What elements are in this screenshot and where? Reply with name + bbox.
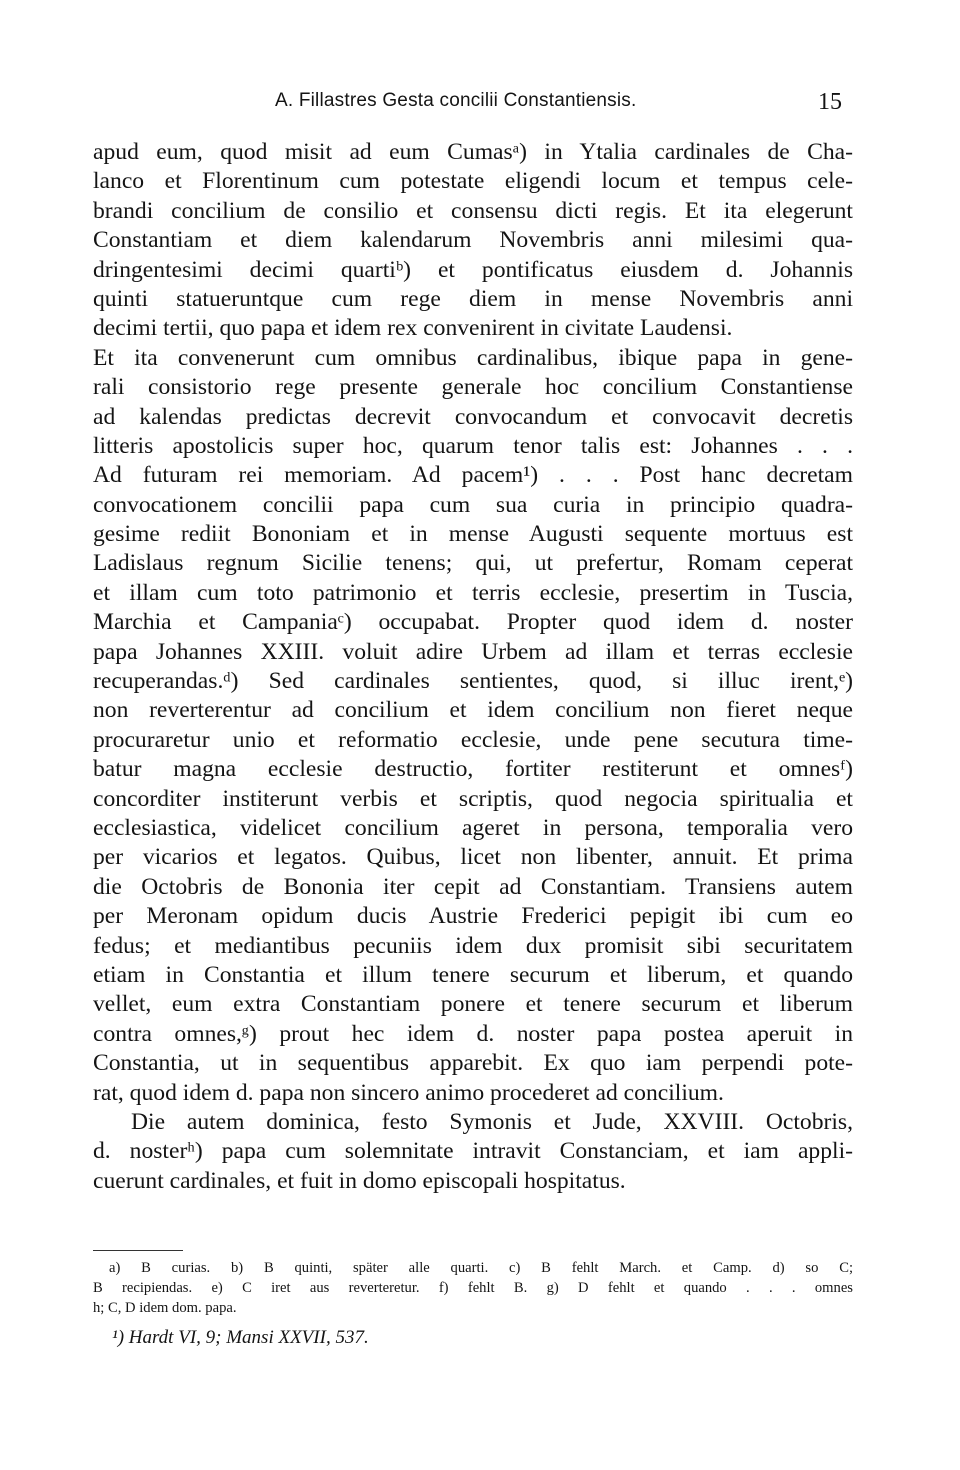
footnote-line: a) B curias. b) B quinti, später alle quarti. c) B fehlt March. et Camp. d) so C; (109, 1260, 853, 1276)
text-line: vellet, eum extra Constantiam ponere et tenere securum et liberum (93, 991, 853, 1018)
source-note: ¹) Hardt VI, 9; Mansi XXVII, 537. (112, 1327, 369, 1348)
text-line: rali consistorio rege presente generale hoc concilium Constantiense (93, 374, 853, 401)
text-line: decimi tertii, quo papa et idem rex convenirent in civitate Laudensi. (93, 315, 733, 342)
critical-apparatus (93, 1258, 853, 1318)
text-line: per vicarios et legatos. Quibus, licet non libenter, annuit. Et prima (93, 844, 853, 871)
running-header: A. Fillastres Gesta concilii Constantiensis. (275, 90, 637, 111)
text-line: quinti statueruntque cum rege diem in mense Novembris anni (93, 285, 853, 312)
text-line: et illam cum toto patrimonio et terris ecclesie, presertim in Tuscia, (93, 579, 853, 606)
text-line: per Meronam opidum ducis Austrie Frederici pepigit ibi cum eo (93, 903, 853, 930)
text-line: papa Johannes XXIII. voluit adire Urbem ad illam et terras ecclesie (93, 638, 853, 665)
footnote-divider (93, 1250, 183, 1251)
text-line: Constantiam et diem kalendarum Novembris anni milesimi qua- (93, 227, 853, 254)
text-line: apud eum, quod misit ad eum Cumasᵃ) in Ytalia cardinales de Cha- (93, 139, 853, 165)
text-line: die Octobris de Bononia iter cepit ad Constantiam. Transiens autem (93, 873, 853, 900)
text-line: convocationem concilii papa cum sua curia in principio quadra- (93, 491, 853, 518)
text-line: rat, quod idem d. papa non sincero animo procederet ad concilium. (93, 1079, 724, 1106)
text-line: Ad futuram rei memoriam. Ad pacem¹) . . . Post hanc decretam (93, 462, 853, 489)
text-line: Ladislaus regnum Sicilie tenens; qui, ut prefertur, Romam ceperat (93, 550, 853, 577)
main-text (93, 138, 853, 1196)
text-line: cuerunt cardinales, et fuit in domo episcopali hospitatus. (93, 1167, 626, 1194)
footnote-line: h; C, D idem dom. papa. (93, 1300, 237, 1316)
text-line: litteris apostolicis super hoc, quarum tenor talis est: Johannes . . . (93, 432, 853, 459)
text-line: lanco et Florentinum cum potestate eligendi locum et tempus cele- (93, 168, 853, 195)
text-line: Die autem dominica, festo Symonis et Jude, XXVIII. Octobris, (131, 1108, 853, 1135)
text-line: recuperandas.ᵈ) Sed cardinales sentientes, quod, si illuc irent,ᵉ) (93, 668, 853, 695)
footnote-line: B recipiendas. e) C iret aus reverteretur. f) fehlt B. g) D fehlt et quando . . . omnes (93, 1280, 853, 1296)
text-line: brandi concilium de consilio et consensu dicti regis. Et ita elegerunt (93, 197, 853, 224)
text-line: Constantia, ut in sequentibus apparebit. Ex quo iam perpendi pote- (93, 1050, 853, 1077)
text-line: ecclesiastica, videlicet concilium ageret in persona, temporalia vero (93, 814, 853, 841)
text-line: Et ita convenerunt cum omnibus cardinalibus, ibique papa in gene- (93, 344, 853, 371)
text-line: concorditer institerunt verbis et scriptis, quod negocia spiritualia et (93, 785, 853, 812)
text-line: Marchia et Campaniaᶜ) occupabat. Propter quod idem d. noster (93, 609, 853, 636)
text-line: fedus; et mediantibus pecuniis idem dux promisit sibi securitatem (93, 932, 853, 959)
text-line: batur magna ecclesie destructio, fortiter restiterunt et omnesᶠ) (93, 756, 853, 783)
text-line: dringentesimi decimi quartiᵇ) et pontificatus eiusdem d. Johannis (93, 256, 853, 283)
text-line: etiam in Constantia et illum tenere securum et liberum, et quando (93, 961, 853, 988)
text-line: gesime rediit Bononiam et in mense Augusti sequente mortuus est (93, 521, 853, 548)
text-line: non reverterentur ad concilium et idem concilium non fieret neque (93, 697, 853, 724)
page-number: 15 (818, 89, 842, 115)
text-line: ad kalendas predictas decrevit convocandum et convocavit decretis (93, 403, 853, 430)
text-line: contra omnes,ᵍ) prout hec idem d. noster papa postea aperuit in (93, 1020, 853, 1047)
text-line: procuraretur unio et reformatio ecclesie, unde pene secutura time- (93, 726, 853, 753)
text-line: d. nosterʰ) papa cum solemnitate intravit Constanciam, et iam appli- (93, 1138, 853, 1165)
